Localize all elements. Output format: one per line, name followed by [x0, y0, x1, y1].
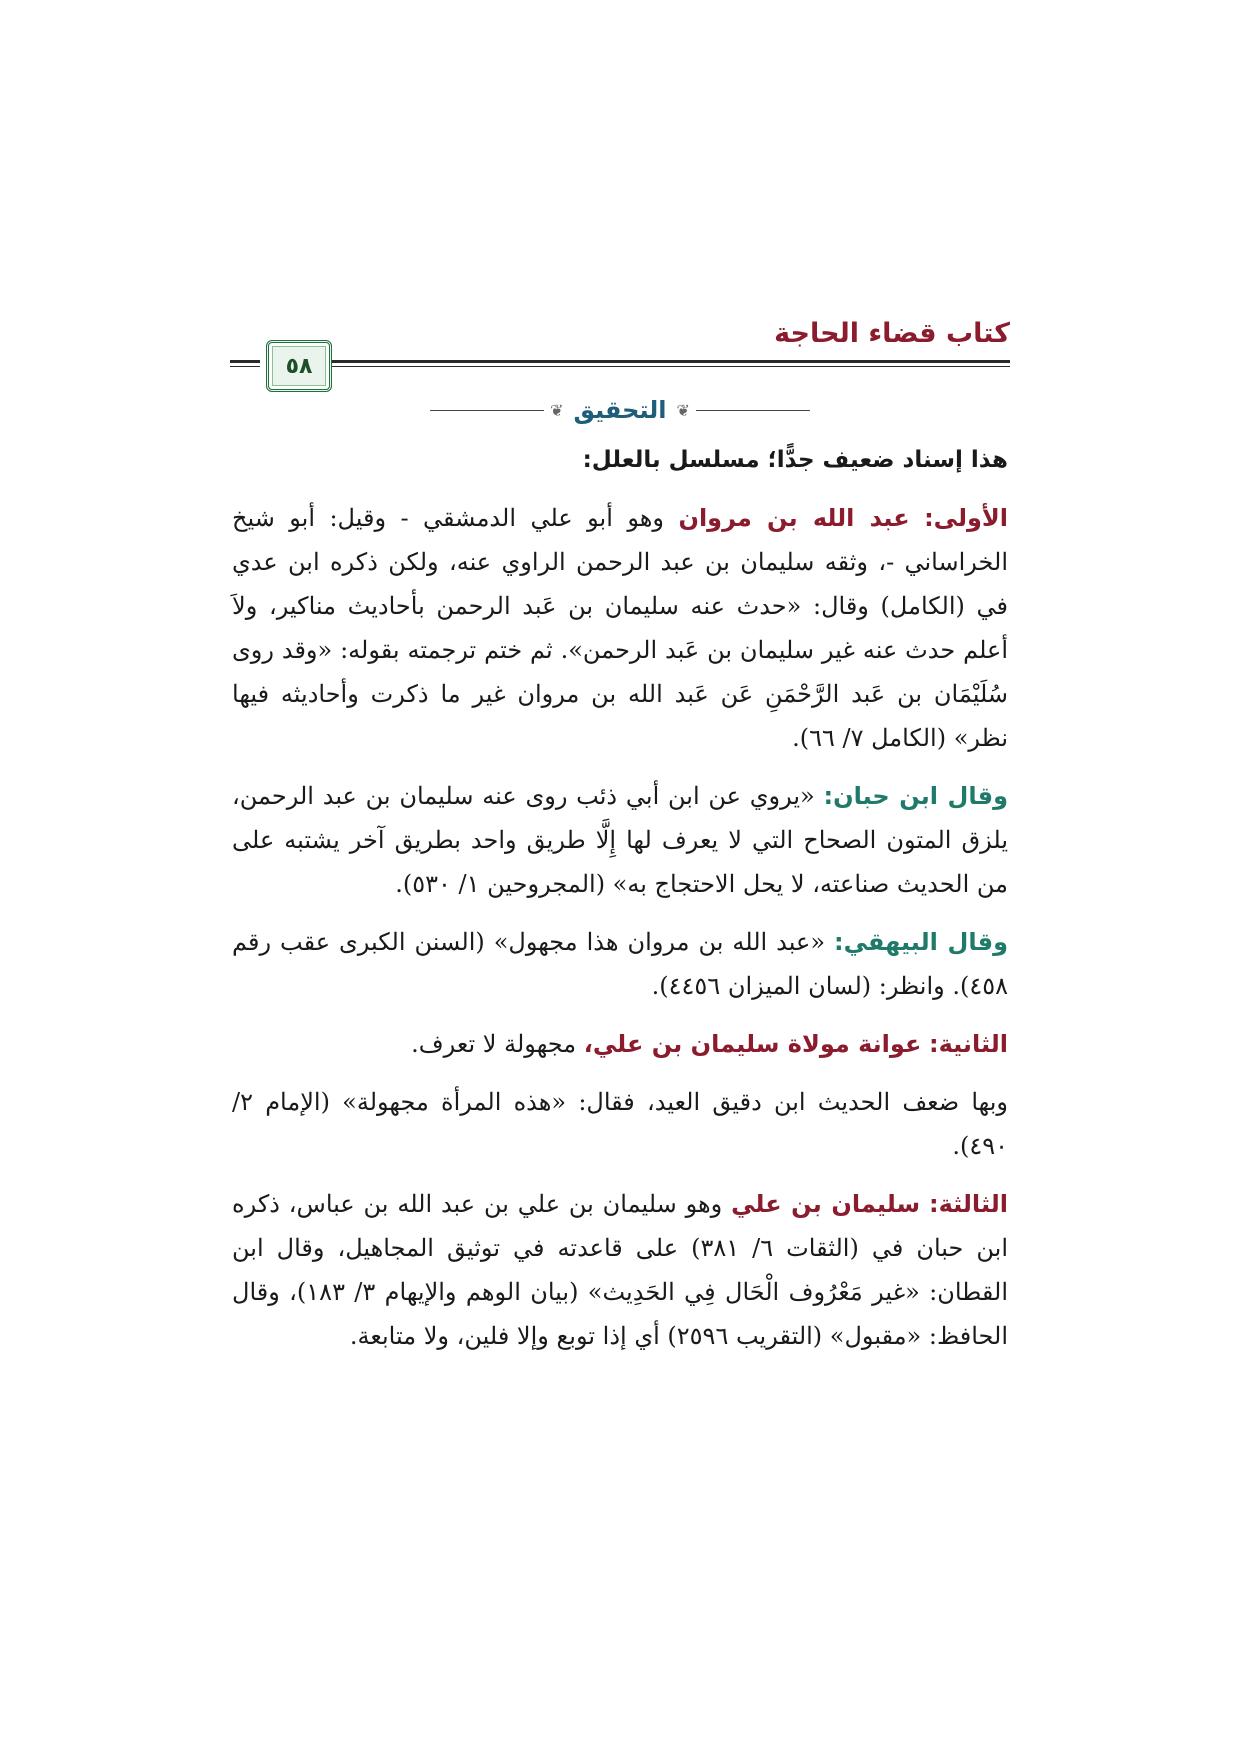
- intro-line: هذا إسناد ضعيف جدًّا؛ مسلسل بالعلل:: [582, 447, 1008, 473]
- page-body: [232, 438, 1008, 1372]
- paragraph-label: الثانية:: [928, 1030, 1008, 1058]
- paragraph-ibn-daqiq: [232, 1080, 1008, 1168]
- header-rule: [332, 360, 1010, 363]
- header-rule: [230, 360, 260, 363]
- paragraph-text: مجهولة لا تعرف.: [411, 1030, 577, 1058]
- paragraph-label: الثالثة:: [928, 1190, 1008, 1218]
- ornament-icon: ❦: [676, 400, 690, 420]
- section-heading: [430, 390, 810, 430]
- paragraph-ibn-hibban: [232, 774, 1008, 906]
- section-divider-line: [696, 410, 810, 411]
- paragraph-second-defect: [232, 1022, 1008, 1066]
- paragraph-label: وقال البيهقي:: [834, 928, 1008, 956]
- ornament-icon: ❦: [550, 400, 564, 420]
- narrator-name: سليمان بن علي: [731, 1190, 921, 1218]
- paragraph-label: وقال ابن حبان:: [823, 782, 1008, 810]
- narrator-name: عبد الله بن مروان: [678, 504, 910, 532]
- paragraph-text: وبها ضعف الحديث ابن دقيق العيد، فقال: «هذه المرأة مجهولة» (الإمام ٢/ ٤٩٠).: [232, 1088, 1008, 1160]
- page-header: [230, 318, 1010, 398]
- section-title: التحقيق: [573, 396, 667, 424]
- header-rule: [230, 366, 260, 367]
- paragraph-third-defect: [232, 1182, 1008, 1358]
- page-number-badge: [266, 340, 332, 392]
- paragraph-text: وهو أبو علي الدمشقي - وقيل: أبو شيخ الخراساني -، وثقه سليمان بن عبد الرحمن الراوي عنه، ولكن ذكره ابن عدي في (الكامل) وقال: «حدث عنه سليمان بن عَبد الرحمن بأحاديث مناكير، ولاَ أعلم حدث عنه غير سليمان بن عَبد الرحمن». ثم ختم ترجمته بقوله: «وقد روى سُلَيْمَان بن عَبد الرَّحْمَنِ عَن عَبد الله بن مروان غير ما ذكرت وأحاديثه فيها نظر» (الكامل ٧/ ٦٦).: [232, 504, 1008, 752]
- paragraph-text: «يروي عن ابن أبي ذئب روى عنه سليمان بن عبد الرحمن، يلزق المتون الصحاح التي لا يعرف لها إِلَّا طريق واحد بطريق آخر يشتبه على من الحديث صناعته، لا يحل الاحتجاج به» (المجروحين ١/ ٥٣٠).: [232, 782, 1008, 898]
- header-rule: [332, 366, 1010, 367]
- paragraph-text: «عبد الله بن مروان هذا مجهول» (السنن الكبرى عقب رقم ٤٥٨). وانظر: (لسان الميزان ٤٤٥٦).: [232, 928, 1008, 1000]
- book-title: كتاب قضاء الحاجة: [774, 318, 1010, 349]
- paragraph-label: الأولى:: [924, 504, 1008, 532]
- section-divider-line: [430, 410, 544, 411]
- paragraph-bayhaqi: [232, 920, 1008, 1008]
- page-number: ٥٨: [285, 353, 313, 379]
- paragraph-first-defect: [232, 496, 1008, 760]
- paragraph-text: وهو سليمان بن علي بن عبد الله بن عباس، ذكره ابن حبان في (الثقات ٦/ ٣٨١) على قاعدته في توثيق المجاهيل، وقال ابن القطان: «غير مَعْرُوف الْحَال فِي الحَدِيث» (بيان الوهم والإيهام ٣/ ١٨٣)، وقال الحافظ: «مقبول» (التقريب ٢٥٩٦) أي إذا توبع وإلا فلين، ولا متابعة.: [232, 1190, 1009, 1350]
- narrator-name: عوانة مولاة سليمان بن علي،: [583, 1030, 922, 1058]
